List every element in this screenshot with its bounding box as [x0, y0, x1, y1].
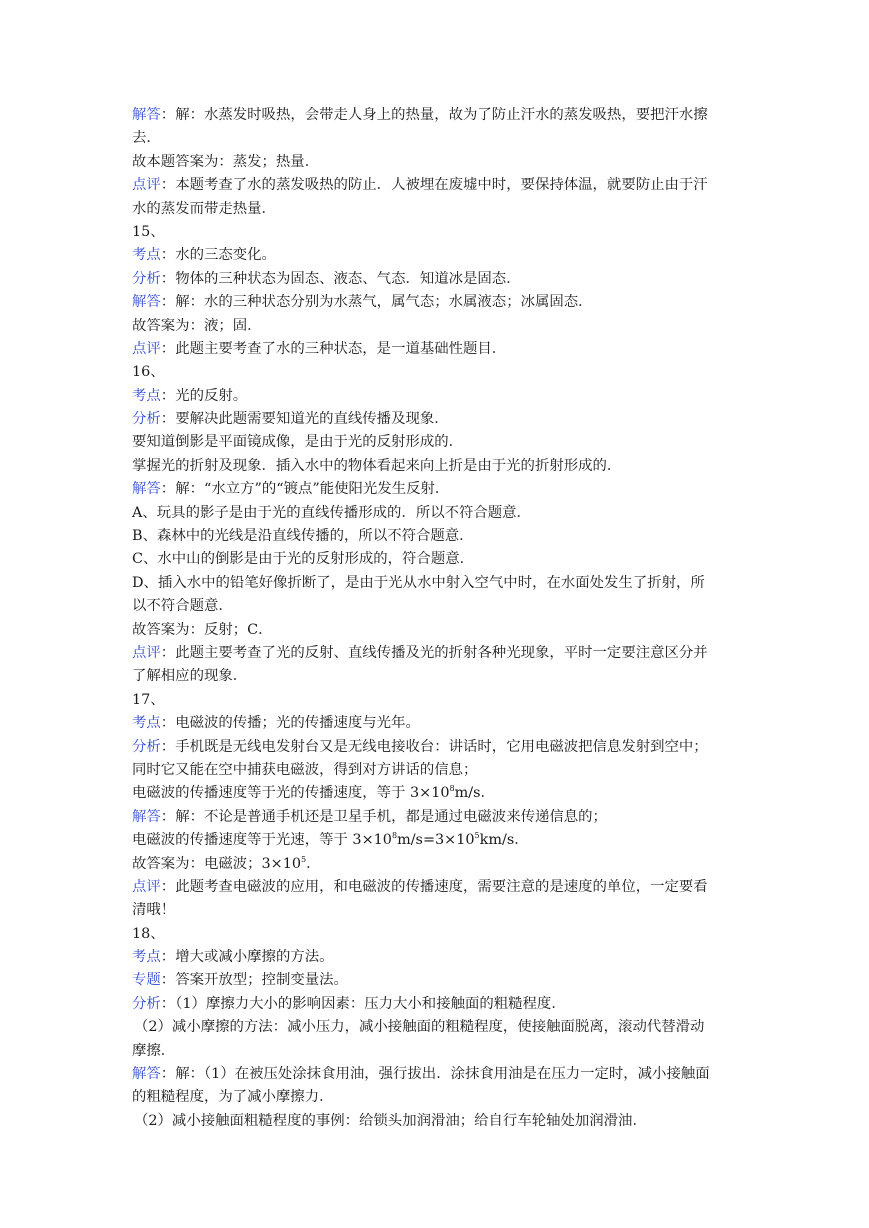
- text-line: [132, 595, 744, 618]
- label-separator: ：: [160, 107, 176, 123]
- label-separator: ：: [160, 481, 176, 498]
- label-separator: ：: [160, 411, 176, 428]
- label-separator: ：: [160, 1066, 176, 1083]
- label-separator: ：: [160, 340, 176, 357]
- line-text: 水的蒸发而带走热量．: [132, 200, 276, 217]
- text-line: [132, 829, 744, 852]
- text-line: [132, 151, 744, 174]
- line-text: 电磁波的传播；光的传播速度与光年。: [175, 715, 420, 732]
- line-text-continued: m/s=3×10: [397, 832, 475, 849]
- text-line: [132, 244, 744, 267]
- answer-label: 解答: [132, 481, 161, 498]
- text-line: [132, 338, 744, 361]
- line-text: 手机既是无线电发射台又是无线电接收台：讲话时，它用电磁波把信息发射到空中；: [175, 738, 708, 755]
- line-text: 以不符合题意．: [132, 598, 233, 615]
- text-line: [132, 689, 744, 712]
- text-line: [132, 268, 744, 291]
- exponent: 5: [474, 831, 480, 841]
- text-line: [132, 642, 744, 665]
- line-text: 故答案为：液；固．: [132, 317, 262, 334]
- label-separator: ：: [160, 644, 176, 661]
- text-line: [132, 853, 744, 876]
- text-line: [132, 1063, 744, 1086]
- text-line: [132, 1110, 744, 1133]
- text-line: [132, 548, 744, 571]
- text-line: [132, 502, 744, 525]
- text-line: [132, 1086, 744, 1109]
- label-separator: ：: [160, 715, 176, 732]
- answer-label: 解答: [132, 808, 161, 825]
- line-text: （1）摩擦力大小的影响因素：压力大小和接触面的粗糙程度．: [175, 995, 566, 1012]
- topic-label: 考点: [132, 715, 161, 732]
- line-text: 去．: [132, 130, 161, 147]
- line-text: 解：（1）在被压处涂抹食用油，强行拔出．涂抹食用油是在压力一定时，减小接触面: [175, 1066, 710, 1083]
- line-text: 掌握光的折射及现象．插入水中的物体看起来向上折是由于光的折射形成的．: [132, 457, 622, 474]
- label-separator: ：: [160, 808, 176, 825]
- label-separator: ：: [160, 972, 176, 989]
- topic-label: 考点: [132, 949, 161, 966]
- line-text: 要知道倒影是平面镜成像，是由于光的反射形成的．: [132, 434, 463, 451]
- text-line: [132, 385, 744, 408]
- analysis-label: 分析: [132, 270, 161, 287]
- text-line: [132, 782, 744, 805]
- text-line: [132, 876, 744, 899]
- line-text-continued: km/s．: [479, 832, 529, 849]
- exponent: 5: [301, 854, 307, 864]
- line-text: 此题主要考查了光的反射、直线传播及光的折射各种光现象，平时一定要注意区分并: [175, 644, 708, 661]
- text-line: [132, 291, 744, 314]
- line-text: 解：“水立方”的“镀点”能使阳光发生反射．: [175, 481, 450, 498]
- label-separator: ：: [160, 995, 176, 1012]
- label-separator: ：: [160, 270, 176, 287]
- line-text-continued: m/s．: [454, 785, 495, 802]
- text-line: [132, 1040, 744, 1063]
- line-text: 了解相应的现象．: [132, 668, 248, 685]
- line-text: 故答案为：电磁波；3×10: [132, 855, 302, 872]
- text-line: [132, 665, 744, 688]
- text-line: [132, 923, 744, 946]
- text-line: [132, 127, 744, 150]
- topic-label: 考点: [132, 247, 161, 264]
- text-line: [132, 572, 744, 595]
- text-line: [132, 315, 744, 338]
- exponent: 8: [449, 784, 455, 794]
- line-text: 同时它又能在空中捕获电磁波，得到对方讲话的信息；: [132, 761, 478, 778]
- line-text: 18、: [132, 925, 165, 942]
- line-text: 电磁波的传播速度等于光速，等于 3×10: [132, 832, 392, 849]
- line-text: 解：水的三种状态分别为水蒸气，属气态；水属液态；冰属固态．: [175, 294, 593, 311]
- text-line: [132, 736, 744, 759]
- exponent: 8: [391, 831, 398, 841]
- line-text: 此题考查电磁波的应用，和电磁波的传播速度，需要注意的是速度的单位，一定要看: [175, 878, 708, 895]
- text-line: [132, 619, 744, 642]
- line-text-continued: ．: [306, 855, 321, 872]
- text-line: [132, 174, 744, 197]
- text-line: [132, 946, 744, 969]
- label-separator: ：: [160, 294, 176, 311]
- label-separator: ：: [160, 177, 176, 194]
- comment-label: 点评: [132, 878, 161, 895]
- text-line: [132, 478, 744, 501]
- line-text: C、水中山的倒影是由于光的反射形成的，符合题意．: [132, 551, 474, 568]
- label-separator: ：: [160, 387, 176, 404]
- line-text: 增大或减小摩擦的方法。: [175, 949, 334, 966]
- text-line: [132, 712, 744, 735]
- line-text: 17、: [132, 691, 165, 708]
- line-text: （2）减小摩擦的方法：减小压力，减小接触面的粗糙程度，使接触面脱离，滚动代替滑动: [134, 1019, 705, 1036]
- text-line: [132, 806, 744, 829]
- line-text: 16、: [132, 364, 165, 381]
- line-text: （2）减小接触面粗糙程度的事例：给锁头加润滑油；给自行车轮轴处加润滑油．: [134, 1112, 647, 1129]
- analysis-label: 分析: [132, 411, 161, 428]
- solution-text: [132, 104, 744, 1133]
- line-text: 本题考查了水的蒸发吸热的防止．人被埋在废墟中时，要保持体温，就要防止由于汗: [175, 177, 708, 194]
- text-line: [132, 899, 744, 922]
- text-line: [132, 104, 744, 127]
- line-text: 水的三态变化。: [175, 247, 276, 264]
- line-text: 电磁波的传播速度等于光的传播速度，等于 3×10: [132, 785, 450, 802]
- line-text: 15、: [132, 223, 165, 240]
- label-separator: ：: [160, 878, 176, 895]
- line-text: 光的反射。: [175, 387, 248, 404]
- answer-label: 解答: [132, 107, 161, 123]
- text-line: [132, 408, 744, 431]
- comment-label: 点评: [132, 177, 161, 194]
- label-separator: ：: [160, 738, 176, 755]
- line-text: 清哦！: [132, 902, 176, 919]
- line-text: 物体的三种状态为固态、液态、气态．知道冰是固态．: [175, 270, 521, 287]
- text-line: [132, 455, 744, 478]
- line-text: B、森林中的光线是沿直线传播的，所以不符合题意．: [132, 528, 474, 545]
- analysis-label: 分析: [132, 995, 161, 1012]
- line-text: 要解决此题需要知道光的直线传播及现象．: [175, 411, 449, 428]
- special-topic-label: 专题: [132, 972, 161, 989]
- answer-label: 解答: [132, 294, 161, 311]
- line-text: 故答案为：反射；C．: [132, 621, 273, 638]
- line-text: 摩擦．: [132, 1042, 176, 1059]
- line-text: D、插入水中的铅笔好像折断了，是由于光从水中射入空气中时，在水面处发生了折射，所: [132, 574, 705, 591]
- line-text: 的粗糙程度，为了减小摩擦力．: [132, 1089, 334, 1106]
- line-text: A、玩具的影子是由于光的直线传播形成的．所以不符合题意．: [132, 504, 531, 521]
- answer-label: 解答: [132, 1066, 161, 1083]
- label-separator: ：: [160, 949, 176, 966]
- text-line: [132, 759, 744, 782]
- comment-label: 点评: [132, 340, 161, 357]
- text-line: [132, 431, 744, 454]
- comment-label: 点评: [132, 644, 161, 661]
- line-text: 解：不论是普通手机还是卫星手机，都是通过电磁波来传递信息的；: [175, 808, 607, 825]
- line-text: 此题主要考查了水的三种状态，是一道基础性题目．: [175, 340, 507, 357]
- topic-label: 考点: [132, 387, 161, 404]
- analysis-label: 分析: [132, 738, 161, 755]
- line-text: 解：水蒸发时吸热，会带走人身上的热量，故为了防止汗水的蒸发吸热，要把汗水擦: [175, 107, 708, 123]
- text-line: [132, 221, 744, 244]
- line-text: 答案开放型；控制变量法。: [175, 972, 348, 989]
- text-line: [132, 198, 744, 221]
- label-separator: ：: [160, 247, 176, 264]
- text-line: [132, 993, 744, 1016]
- text-line: [132, 969, 744, 992]
- text-line: [132, 1016, 744, 1039]
- text-line: [132, 525, 744, 548]
- line-text: 故本题答案为：蒸发；热量．: [132, 153, 320, 170]
- text-line: [132, 361, 744, 384]
